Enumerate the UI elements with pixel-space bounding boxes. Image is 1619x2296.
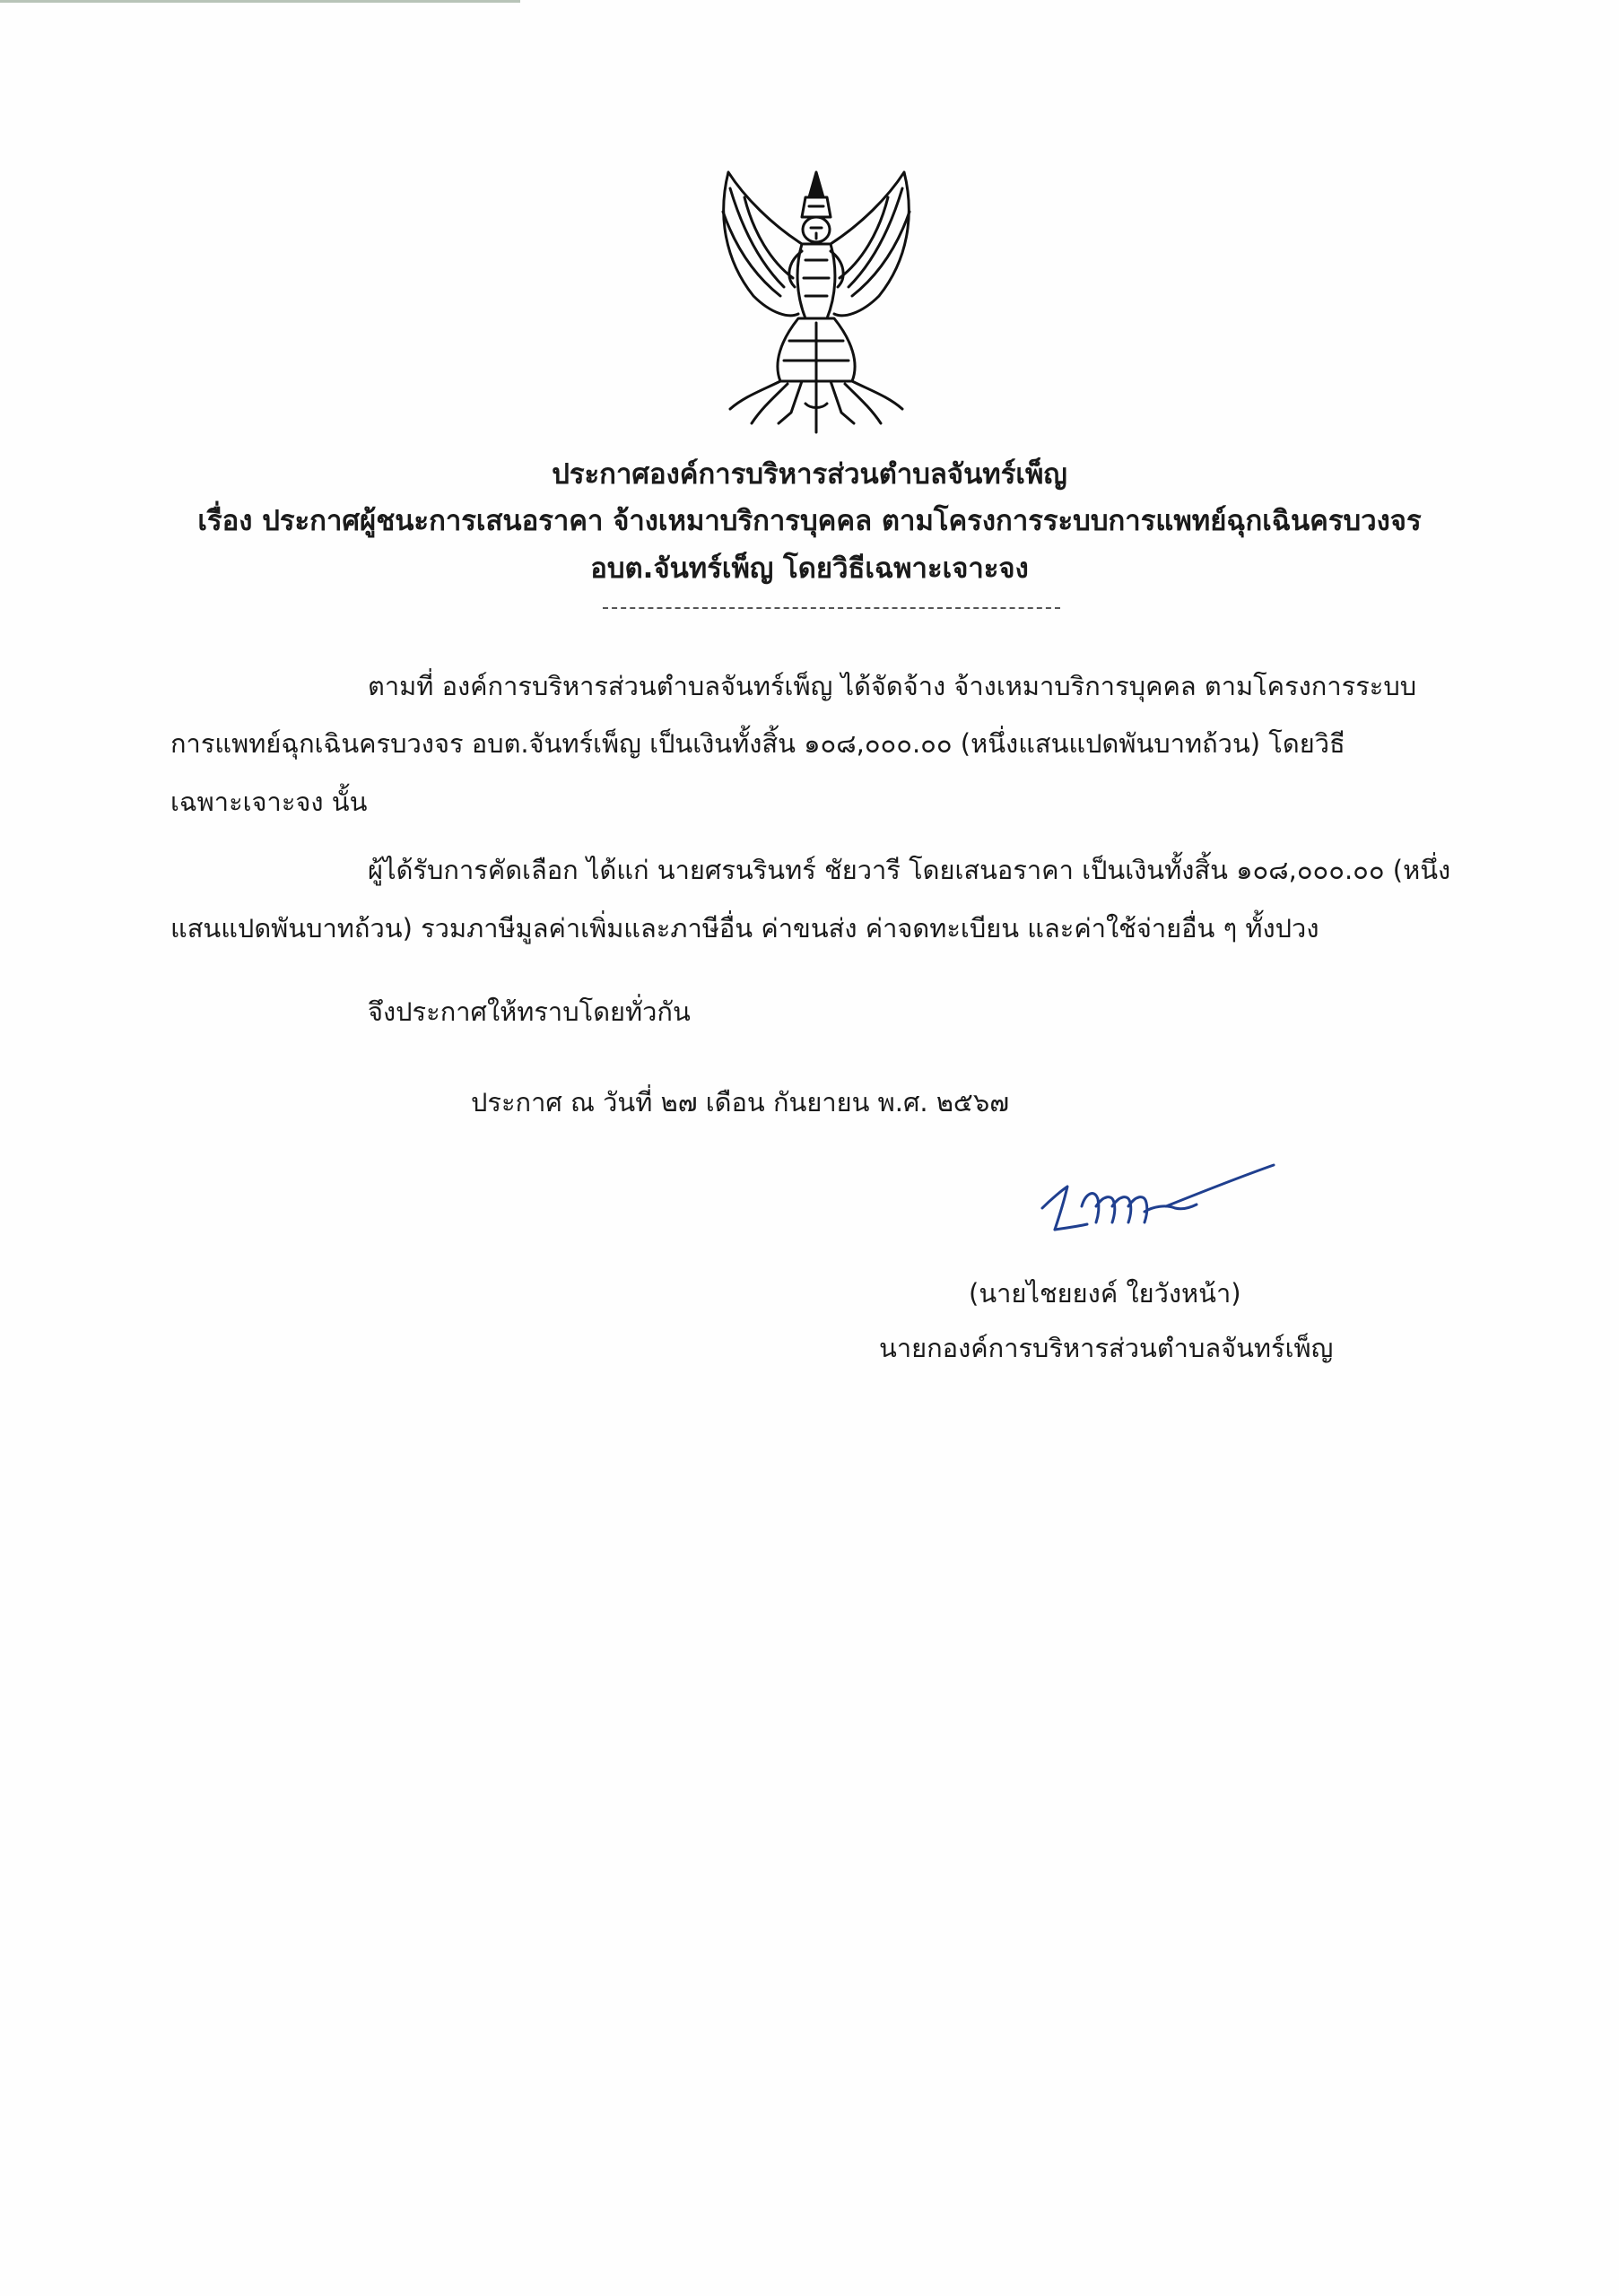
announcement-date: ประกาศ ณ วันที่ ๒๗ เดือน กันยายน พ.ศ. ๒๕๖๗ [471,1087,1010,1118]
closing-statement: จึงประกาศให้ทราบโดยทั่วกัน [368,996,691,1027]
announcement-title: ประกาศองค์การบริหารส่วนตำบลจันทร์เพ็ญ [552,458,1067,491]
handwritten-signature-icon [1031,1152,1292,1251]
announcement-subject: เรื่อง ประกาศผู้ชนะการเสนอราคา จ้างเหมาบริการบุคคล ตามโครงการระบบการแพทย์ฉุกเฉินครบวงจร [197,505,1422,537]
scan-edge-mark [0,0,520,3]
signatory-name: (นายไชยยงค์ ใยวังหน้า) [969,1278,1241,1309]
paragraph-2-line-2: แสนแปดพันบาทถ้วน) รวมภาษีมูลค่าเพิ่มและภาษีอื่น ค่าขนส่ง ค่าจดทะเบียน และค่าใช้จ่ายอื่น ๆ ทั้งปวง [170,913,1319,944]
garuda-emblem-icon [709,161,924,439]
announcement-subject-cont: อบต.จันทร์เพ็ญ โดยวิธีเฉพาะเจาะจง [590,552,1029,585]
paragraph-1-line-2: การแพทย์ฉุกเฉินครบวงจร อบต.จันทร์เพ็ญ เป็นเงินทั้งสิ้น ๑๐๘,๐๐๐.๐๐ (หนึ่งแสนแปดพันบาทถ้วน) โดยวิธี [170,728,1345,759]
paragraph-1-line-3: เฉพาะเจาะจง นั้น [170,787,368,817]
title-separator [603,607,1060,609]
paragraph-1-line-1: ตามที่ องค์การบริหารส่วนตำบลจันทร์เพ็ญ ได้จัดจ้าง จ้างเหมาบริการบุคคล ตามโครงการระบบ [368,671,1417,701]
paragraph-2-line-1: ผู้ได้รับการคัดเลือก ได้แก่ นายศรนรินทร์ ชัยวารี โดยเสนอราคา เป็นเงินทั้งสิ้น ๑๐๘,๐๐๐.๐๐ (หนึ่ง [368,855,1451,885]
signatory-position: นายกองค์การบริหารส่วนตำบลจันทร์เพ็ญ [879,1333,1334,1363]
